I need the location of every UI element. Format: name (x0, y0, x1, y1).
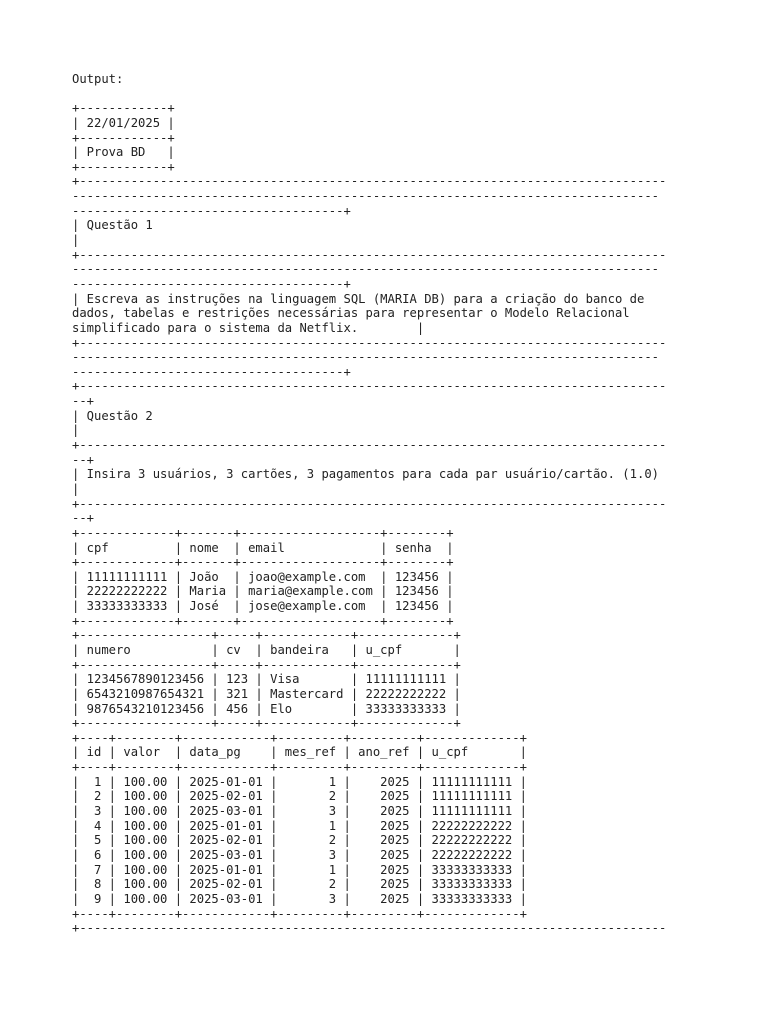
question-2-statement: | Insira 3 usuários, 3 cartões, 3 pagamentos para cada par usuário/cartão. (1.0) (72, 467, 659, 482)
table-row: | 6 | 100.00 | 2025-03-01 | 3 | 2025 | 22222222222 | (72, 847, 527, 862)
date-box-date: | 22/01/2025 | (72, 115, 175, 130)
question-2-title: | Questão 2 (72, 408, 153, 423)
cartoes-table-border: +------------------+-----+------------+-------------+ (72, 657, 461, 672)
pagamentos-table-header: | id | valor | data_pg | mes_ref | ano_ref | u_cpf | (72, 745, 527, 760)
question-2-border: --+ (72, 394, 95, 409)
question-2-border: --+ (72, 511, 95, 526)
table-row: | 8 | 100.00 | 2025-02-01 | 2 | 2025 | 33333333333 | (72, 877, 527, 892)
question-1-border: -------------------------------------------------------------------------------- (72, 189, 659, 204)
question-1-border: +-------------------------------------------------------------------------------- (72, 174, 667, 189)
date-box-bottom-border: +------------+ (72, 159, 175, 174)
table-row: | 11111111111 | João | joao@example.com | 123456 | (72, 569, 454, 584)
table-row: | 1 | 100.00 | 2025-01-01 | 1 | 2025 | 11111111111 | (72, 774, 527, 789)
table-row: | 3 | 100.00 | 2025-03-01 | 3 | 2025 | 11111111111 | (72, 804, 527, 819)
question-1-statement: | Escreva as instruções na linguagem SQL (MARIA DB) para a criação do banco de (72, 291, 645, 306)
blank-line (72, 87, 762, 102)
usuarios-table-header: | cpf | nome | email | senha | (72, 540, 454, 555)
question-1-title: | Questão 1 (72, 218, 153, 233)
cartoes-table-border: +------------------+-----+------------+-------------+ (72, 628, 461, 643)
table-row: | 1234567890123456 | 123 | Visa | 11111111111 | (72, 672, 461, 687)
date-box-separator: +------------+ (72, 130, 175, 145)
table-row: | 6543210987654321 | 321 | Mastercard | 22222222222 | (72, 686, 461, 701)
question-1-border: -------------------------------------+ (72, 364, 351, 379)
table-row: | 9876543210123456 | 456 | Elo | 33333333333 | (72, 701, 461, 716)
question-1-border: +-------------------------------------------------------------------------------- (72, 247, 667, 262)
usuarios-table-border: +-------------+-------+-------------------+--------+ (72, 555, 454, 570)
table-row: | 33333333333 | José | jose@example.com | 123456 | (72, 599, 454, 614)
question-2-border: +-------------------------------------------------------------------------------- (72, 379, 667, 394)
table-row: | 4 | 100.00 | 2025-01-01 | 1 | 2025 | 22222222222 | (72, 818, 527, 833)
question-2-border: --+ (72, 452, 95, 467)
usuarios-table-border: +-------------+-------+-------------------+--------+ (72, 613, 454, 628)
question-1-title-cont: | (72, 233, 80, 248)
closing-border: +-------------------------------------------------------------------------------- (72, 921, 667, 936)
question-2-border: +-------------------------------------------------------------------------------- (72, 496, 667, 511)
cartoes-table-header: | numero | cv | bandeira | u_cpf | (72, 642, 461, 657)
table-row: | 9 | 100.00 | 2025-03-01 | 3 | 2025 | 33333333333 | (72, 891, 527, 906)
table-row: | 22222222222 | Maria | maria@example.com | 123456 | (72, 584, 454, 599)
question-1-statement: simplificado para o sistema da Netflix. | (72, 320, 425, 335)
pagamentos-table-border: +----+--------+------------+---------+---------+-------------+ (72, 906, 527, 921)
question-2-border: +-------------------------------------------------------------------------------- (72, 438, 667, 453)
usuarios-table-border: +-------------+-------+-------------------+--------+ (72, 525, 454, 540)
pagamentos-table-border: +----+--------+------------+---------+---------+-------------+ (72, 730, 527, 745)
question-1-border: +-------------------------------------------------------------------------------- (72, 335, 667, 350)
cartoes-table-border: +------------------+-----+------------+-------------+ (72, 716, 461, 731)
date-box-top-border: +------------+ (72, 101, 175, 116)
document-page (72, 72, 762, 936)
question-2-statement-cont: | (72, 481, 80, 496)
question-1-border: -------------------------------------+ (72, 203, 351, 218)
table-row: | 2 | 100.00 | 2025-02-01 | 2 | 2025 | 11111111111 | (72, 789, 527, 804)
output-heading: Output: (72, 72, 124, 86)
pagamentos-table-border: +----+--------+------------+---------+---------+-------------+ (72, 760, 527, 775)
table-row: | 7 | 100.00 | 2025-01-01 | 1 | 2025 | 33333333333 | (72, 862, 527, 877)
question-2-title-cont: | (72, 423, 80, 438)
question-1-border: -------------------------------------------------------------------------------- (72, 350, 659, 365)
question-1-statement: dados, tabelas e restrições necessárias para representar o Modelo Relacional (72, 306, 630, 321)
question-1-border: -------------------------------------------------------------------------------- (72, 262, 659, 277)
question-1-border: -------------------------------------+ (72, 276, 351, 291)
date-box-exam-title: | Prova BD | (72, 145, 175, 160)
table-row: | 5 | 100.00 | 2025-02-01 | 2 | 2025 | 22222222222 | (72, 833, 527, 848)
